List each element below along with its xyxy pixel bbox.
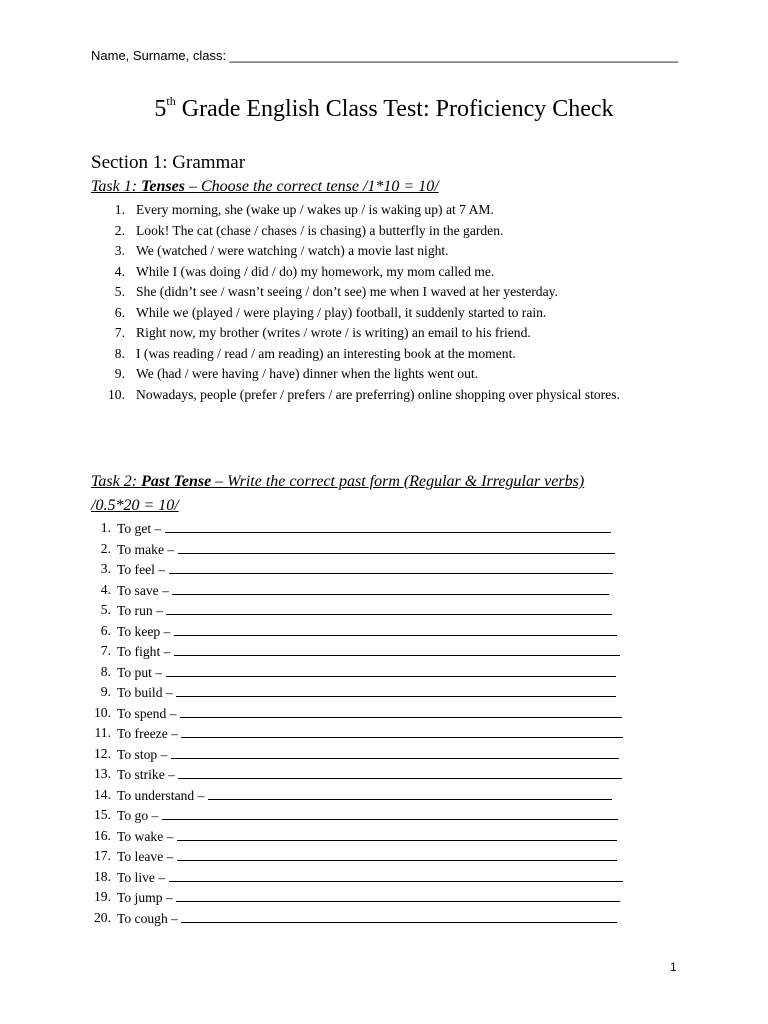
title-grade-number: 5 (154, 96, 167, 122)
answer-blank-line[interactable] (178, 764, 622, 779)
name-surname-class-line: Name, Surname, class: ______________________________________________________________ (91, 48, 678, 63)
answer-blank-line[interactable] (166, 662, 616, 677)
verb-prompt: To freeze – (117, 726, 178, 741)
item-number: 8. (100, 663, 111, 679)
question-number: 2. (114, 222, 125, 238)
verb-prompt: To build – (117, 685, 173, 700)
task-2-item (91, 682, 651, 703)
verb-prompt: To leave – (117, 849, 174, 864)
task-2-item (91, 703, 651, 724)
verb-prompt: To run – (117, 603, 163, 618)
answer-blank-line[interactable] (172, 580, 609, 595)
question-text: We (watched / were watching / watch) a movie last night. (136, 243, 449, 258)
verb-prompt: To jump – (117, 890, 173, 905)
answer-blank-line[interactable] (178, 539, 615, 554)
verb-prompt: To understand – (117, 787, 205, 803)
verb-prompt: To spend – (117, 705, 177, 721)
answer-blank-line[interactable] (177, 846, 617, 861)
item-number: 1. (100, 520, 111, 535)
item-number: 2. (100, 540, 111, 556)
question-text: I (was reading / read / am reading) an interesting book at the moment. (136, 345, 516, 361)
item-number: 12. (94, 745, 111, 761)
task-1-question (91, 303, 671, 324)
question-number: 9. (114, 366, 125, 381)
question-text: Every morning, she (wake up / wakes up / is waking up) at 7 AM. (136, 202, 494, 217)
task-2-prefix: Task 2: (91, 473, 142, 490)
answer-blank-line[interactable] (165, 518, 611, 533)
answer-blank-line[interactable] (169, 867, 623, 882)
page-number: 1 (670, 960, 677, 974)
task-2-heading (91, 470, 584, 518)
question-text: Right now, my brother (writes / wrote / is writing) an email to his friend. (136, 325, 531, 340)
item-number: 17. (94, 848, 111, 863)
item-number: 15. (94, 807, 111, 822)
answer-blank-line[interactable] (181, 908, 617, 923)
question-number: 7. (114, 325, 125, 340)
question-text: While I (was doing / did / do) my homework, my mom called me. (136, 263, 495, 279)
title-superscript: th (166, 94, 176, 108)
task-1-heading (91, 178, 439, 196)
task-2-item (91, 867, 651, 888)
verb-prompt: To fight – (117, 644, 171, 659)
question-number: 6. (114, 304, 125, 320)
answer-blank-line[interactable] (176, 887, 620, 902)
task-2-item (91, 887, 651, 908)
task-2-item (91, 846, 651, 867)
title-text: Grade English Class Test: Proficiency Check (175, 96, 614, 122)
item-number: 14. (94, 786, 111, 802)
task-2-item (91, 539, 651, 560)
verb-prompt: To make – (117, 541, 175, 557)
section-1-heading: Section 1: Grammar (91, 152, 246, 173)
task-2-item (91, 621, 651, 642)
verb-prompt: To strike – (117, 767, 175, 782)
task-1-question (91, 323, 671, 344)
task-2-score: /0.5*20 = 10/ (91, 497, 179, 514)
answer-blank-line[interactable] (174, 621, 617, 636)
item-number: 6. (100, 622, 111, 638)
item-number: 20. (94, 909, 111, 925)
item-number: 4. (100, 581, 111, 597)
answer-blank-line[interactable] (176, 682, 616, 697)
item-number: 18. (94, 868, 111, 884)
page-title (0, 96, 768, 123)
task-1-question (91, 385, 671, 406)
task-2-item (91, 518, 651, 539)
task-2-item (91, 723, 651, 744)
task-1-question (91, 364, 671, 385)
task-2-item (91, 764, 651, 785)
task-2-item (91, 826, 651, 847)
task-2-item (91, 559, 651, 580)
task-2-item (91, 600, 651, 621)
task-1-question-list (91, 200, 671, 405)
item-number: 5. (100, 602, 111, 617)
task-2-item (91, 908, 651, 929)
verb-prompt: To go – (117, 808, 159, 823)
answer-blank-line[interactable] (169, 559, 613, 574)
task-2-topic: Past Tense (141, 473, 212, 490)
question-text: While we (played / were playing / play) football, it suddenly started to rain. (136, 304, 547, 320)
answer-blank-line[interactable] (162, 805, 618, 820)
item-number: 7. (100, 643, 111, 658)
task-2-item (91, 641, 651, 662)
task-2-item (91, 662, 651, 683)
item-number: 9. (100, 684, 111, 699)
task-1-question (91, 200, 671, 221)
task-1-instruction: – Choose the correct tense /1*10 = 10/ (184, 178, 439, 195)
question-text: Nowadays, people (prefer / prefers / are preferring) online shopping over physical stores. (136, 386, 620, 402)
answer-blank-line[interactable] (180, 703, 622, 718)
task-2-instruction: – Write the correct past form (Regular & Irregular verbs) (211, 473, 585, 490)
task-2-item (91, 785, 651, 806)
task-1-prefix: Task 1: (91, 178, 142, 195)
task-1-topic: Tenses (141, 178, 185, 195)
question-number: 8. (114, 345, 125, 361)
answer-blank-line[interactable] (171, 744, 619, 759)
item-number: 16. (94, 827, 111, 843)
verb-prompt: To stop – (117, 746, 168, 762)
task-2-item (91, 744, 651, 765)
verb-prompt: To feel – (117, 562, 166, 577)
task-1-question (91, 262, 671, 283)
item-number: 10. (94, 704, 111, 720)
verb-prompt: To wake – (117, 828, 174, 844)
answer-blank-line[interactable] (181, 723, 623, 738)
item-number: 3. (100, 561, 111, 576)
answer-blank-line[interactable] (166, 600, 612, 615)
answer-blank-line[interactable] (174, 641, 620, 656)
question-text: Look! The cat (chase / chases / is chasing) a butterfly in the garden. (136, 222, 504, 238)
verb-prompt: To cough – (117, 910, 178, 926)
answer-blank-line[interactable] (208, 785, 612, 800)
verb-prompt: To get – (117, 521, 162, 536)
task-1-question (91, 241, 671, 262)
verb-prompt: To save – (117, 582, 169, 598)
task-2-verb-list (91, 518, 651, 928)
question-number: 1. (114, 202, 125, 217)
task-2-item (91, 580, 651, 601)
answer-blank-line[interactable] (177, 826, 617, 841)
question-text: She (didn’t see / wasn’t seeing / don’t see) me when I waved at her yesterday. (136, 284, 558, 299)
verb-prompt: To live – (117, 869, 166, 885)
question-number: 3. (114, 243, 125, 258)
task-2-item (91, 805, 651, 826)
verb-prompt: To keep – (117, 623, 171, 639)
question-number: 5. (114, 284, 125, 299)
task-1-question (91, 282, 671, 303)
task-1-question (91, 221, 671, 242)
question-number: 10. (108, 386, 125, 402)
verb-prompt: To put – (117, 664, 163, 680)
question-text: We (had / were having / have) dinner when the lights went out. (136, 366, 479, 381)
question-number: 4. (114, 263, 125, 279)
task-1-question (91, 344, 671, 365)
item-number: 11. (94, 725, 111, 740)
item-number: 13. (94, 766, 111, 781)
item-number: 19. (94, 889, 111, 904)
